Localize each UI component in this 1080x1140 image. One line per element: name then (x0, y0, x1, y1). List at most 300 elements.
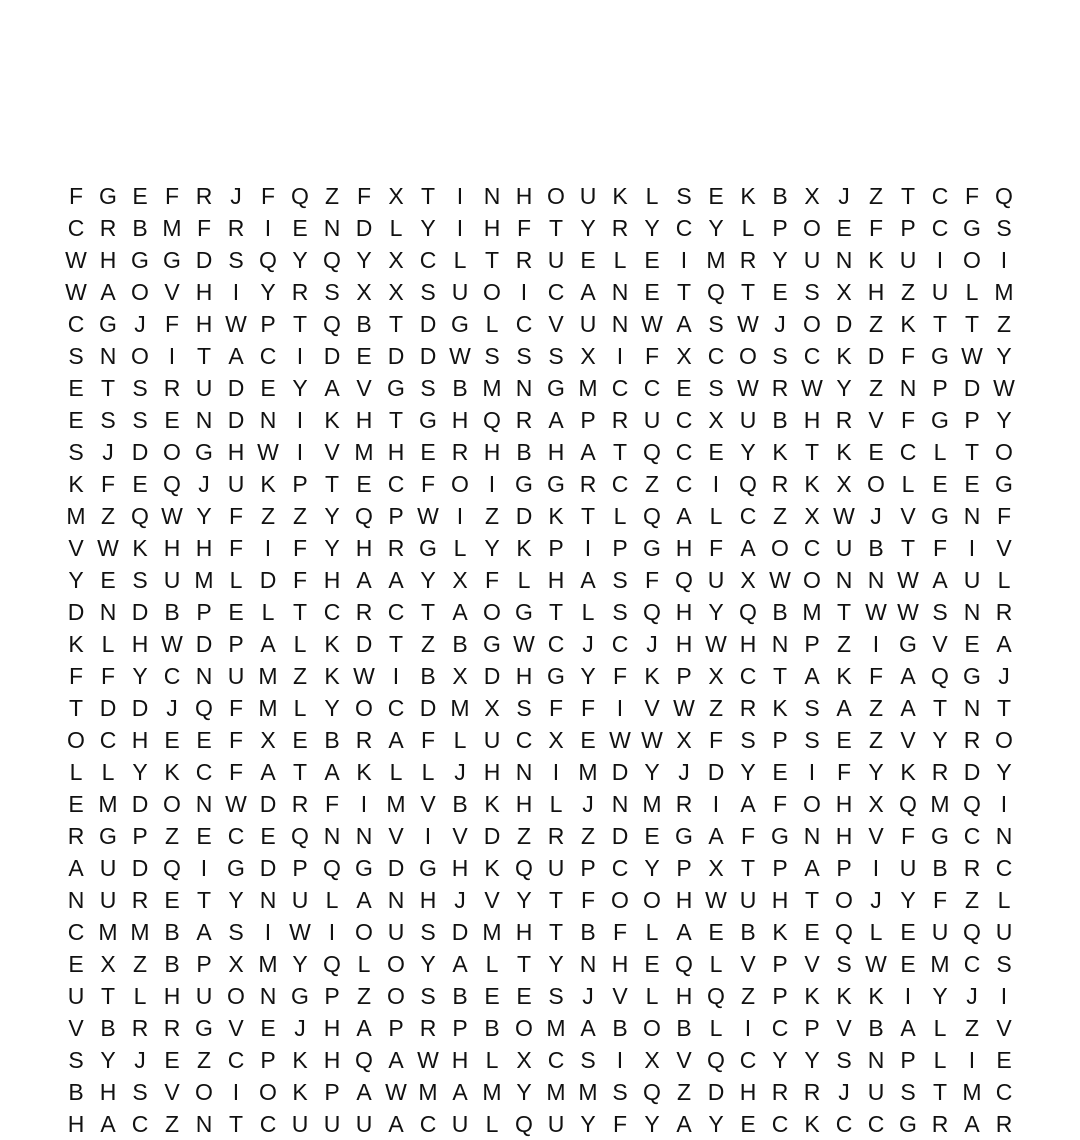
grid-letter[interactable]: R (291, 791, 309, 817)
grid-letter[interactable]: U (899, 247, 917, 273)
grid-letter[interactable]: T (388, 407, 404, 433)
grid-letter[interactable]: V (740, 951, 756, 977)
grid-letter[interactable]: W (225, 311, 247, 337)
grid-letter[interactable]: K (804, 471, 820, 497)
grid-letter[interactable]: R (771, 1079, 789, 1105)
grid-letter[interactable]: V (164, 279, 180, 305)
grid-letter[interactable]: D (259, 791, 277, 817)
grid-letter[interactable]: A (580, 567, 596, 593)
grid-letter[interactable]: F (708, 535, 724, 561)
grid-letter[interactable]: A (580, 1015, 596, 1041)
grid-letter[interactable]: J (582, 791, 594, 817)
grid-letter[interactable]: K (836, 663, 852, 689)
grid-letter[interactable]: V (996, 1015, 1012, 1041)
grid-letter[interactable]: A (676, 311, 692, 337)
grid-letter[interactable]: G (99, 183, 117, 209)
grid-letter[interactable]: P (772, 855, 788, 881)
grid-letter[interactable]: Q (995, 183, 1013, 209)
grid-letter[interactable]: J (134, 311, 146, 337)
grid-letter[interactable]: Q (355, 503, 373, 529)
grid-letter[interactable]: K (132, 535, 148, 561)
grid-letter[interactable]: K (292, 1047, 308, 1073)
grid-letter[interactable]: S (132, 375, 148, 401)
grid-letter[interactable]: P (676, 663, 692, 689)
grid-letter[interactable]: R (163, 1015, 181, 1041)
grid-letter[interactable]: W (993, 375, 1015, 401)
grid-letter[interactable]: Q (899, 791, 917, 817)
grid-letter[interactable]: E (740, 1111, 756, 1137)
grid-letter[interactable]: P (772, 983, 788, 1009)
grid-letter[interactable]: X (804, 503, 820, 529)
grid-letter[interactable]: O (355, 919, 373, 945)
grid-letter[interactable]: M (578, 759, 598, 785)
grid-letter[interactable]: W (833, 503, 855, 529)
grid-letter[interactable]: W (65, 247, 87, 273)
grid-letter[interactable]: E (228, 599, 244, 625)
grid-letter[interactable]: H (515, 919, 533, 945)
grid-letter[interactable]: O (803, 215, 821, 241)
grid-letter[interactable]: E (420, 439, 436, 465)
grid-letter[interactable]: Z (868, 311, 884, 337)
grid-letter[interactable]: A (996, 631, 1012, 657)
grid-letter[interactable]: A (580, 439, 596, 465)
grid-letter[interactable]: P (900, 215, 916, 241)
grid-letter[interactable]: B (932, 855, 948, 881)
grid-letter[interactable]: E (356, 343, 372, 369)
grid-letter[interactable]: D (131, 791, 149, 817)
grid-letter[interactable]: Z (196, 1047, 212, 1073)
grid-letter[interactable]: G (451, 311, 469, 337)
grid-letter[interactable]: N (323, 823, 341, 849)
grid-letter[interactable]: V (324, 439, 340, 465)
grid-letter[interactable]: J (582, 983, 594, 1009)
grid-letter[interactable]: D (259, 567, 277, 593)
grid-letter[interactable]: N (611, 791, 629, 817)
grid-letter[interactable]: U (323, 1111, 341, 1137)
grid-letter[interactable]: X (388, 183, 404, 209)
grid-letter[interactable]: N (259, 887, 277, 913)
grid-letter[interactable]: L (101, 759, 115, 785)
grid-letter[interactable]: K (164, 759, 180, 785)
grid-letter[interactable]: R (451, 439, 469, 465)
grid-letter[interactable]: V (804, 951, 820, 977)
grid-letter[interactable]: L (709, 951, 723, 977)
grid-letter[interactable]: M (482, 919, 502, 945)
grid-letter[interactable]: U (547, 855, 565, 881)
grid-letter[interactable]: T (484, 247, 500, 273)
grid-letter[interactable]: T (420, 599, 436, 625)
grid-letter[interactable]: Q (291, 823, 309, 849)
grid-letter[interactable]: R (419, 1015, 437, 1041)
grid-letter[interactable]: H (835, 823, 853, 849)
grid-letter[interactable]: N (963, 503, 981, 529)
grid-letter[interactable]: S (132, 1079, 148, 1105)
grid-letter[interactable]: S (132, 407, 148, 433)
grid-letter[interactable]: P (260, 1047, 276, 1073)
grid-letter[interactable]: Z (324, 183, 340, 209)
grid-letter[interactable]: Q (483, 407, 501, 433)
grid-letter[interactable]: O (547, 183, 565, 209)
grid-letter[interactable]: C (739, 1047, 757, 1073)
grid-letter[interactable]: Q (643, 599, 661, 625)
grid-letter[interactable]: H (547, 439, 565, 465)
grid-letter[interactable]: H (675, 599, 693, 625)
grid-letter[interactable]: L (709, 1015, 723, 1041)
grid-letter[interactable]: N (99, 343, 117, 369)
grid-letter[interactable]: I (616, 695, 624, 721)
grid-letter[interactable]: C (323, 599, 341, 625)
grid-letter[interactable]: G (515, 471, 533, 497)
grid-letter[interactable]: S (516, 343, 532, 369)
grid-letter[interactable]: N (323, 215, 341, 241)
grid-letter[interactable]: S (548, 343, 564, 369)
grid-letter[interactable]: V (676, 1047, 692, 1073)
grid-letter[interactable]: P (132, 823, 148, 849)
grid-letter[interactable]: P (292, 855, 308, 881)
grid-letter[interactable]: N (995, 823, 1013, 849)
grid-letter[interactable]: R (995, 1111, 1013, 1137)
grid-letter[interactable]: D (451, 919, 469, 945)
grid-letter[interactable]: Z (484, 503, 500, 529)
grid-letter[interactable]: M (962, 1079, 982, 1105)
grid-letter[interactable]: P (804, 1015, 820, 1041)
grid-letter[interactable]: Q (259, 247, 277, 273)
grid-letter[interactable]: C (995, 1079, 1013, 1105)
grid-letter[interactable]: X (676, 727, 692, 753)
grid-letter[interactable]: F (932, 535, 948, 561)
grid-letter[interactable]: Y (324, 695, 340, 721)
grid-letter[interactable]: X (356, 279, 372, 305)
grid-letter[interactable]: I (232, 1079, 240, 1105)
grid-letter[interactable]: A (676, 1111, 692, 1137)
grid-letter[interactable]: H (515, 791, 533, 817)
grid-letter[interactable]: R (387, 535, 405, 561)
grid-letter[interactable]: E (164, 887, 180, 913)
grid-letter[interactable]: C (611, 855, 629, 881)
grid-letter[interactable]: N (803, 823, 821, 849)
grid-letter[interactable]: T (548, 215, 564, 241)
grid-letter[interactable]: H (867, 279, 885, 305)
grid-letter[interactable]: V (228, 1015, 244, 1041)
grid-letter[interactable]: T (516, 951, 532, 977)
grid-letter[interactable]: S (900, 1079, 916, 1105)
grid-letter[interactable]: C (963, 951, 981, 977)
grid-letter[interactable]: F (900, 823, 916, 849)
grid-letter[interactable]: I (328, 919, 336, 945)
grid-letter[interactable]: L (453, 247, 467, 273)
grid-letter[interactable]: K (868, 247, 884, 273)
grid-letter[interactable]: O (995, 439, 1013, 465)
grid-letter[interactable]: O (451, 471, 469, 497)
grid-letter[interactable]: S (548, 983, 564, 1009)
grid-letter[interactable]: V (452, 823, 468, 849)
grid-letter[interactable]: Y (420, 567, 436, 593)
grid-letter[interactable]: T (548, 599, 564, 625)
grid-letter[interactable]: Y (996, 407, 1012, 433)
grid-letter[interactable]: I (808, 759, 816, 785)
grid-letter[interactable]: F (644, 343, 660, 369)
grid-letter[interactable]: G (291, 983, 309, 1009)
grid-letter[interactable]: O (643, 887, 661, 913)
grid-letter[interactable]: G (355, 855, 373, 881)
grid-letter[interactable]: W (705, 887, 727, 913)
grid-letter[interactable]: S (804, 727, 820, 753)
grid-letter[interactable]: E (676, 375, 692, 401)
grid-letter[interactable]: L (485, 1111, 499, 1137)
grid-letter[interactable]: H (547, 567, 565, 593)
grid-letter[interactable]: H (483, 759, 501, 785)
grid-letter[interactable]: B (772, 183, 788, 209)
grid-letter[interactable]: Y (516, 887, 532, 913)
grid-letter[interactable]: E (68, 407, 84, 433)
grid-letter[interactable]: K (772, 919, 788, 945)
grid-letter[interactable]: P (196, 951, 212, 977)
grid-letter[interactable]: U (739, 407, 757, 433)
grid-letter[interactable]: H (419, 887, 437, 913)
grid-letter[interactable]: F (228, 759, 244, 785)
grid-letter[interactable]: R (995, 599, 1013, 625)
grid-letter[interactable]: U (867, 1079, 885, 1105)
grid-letter[interactable]: U (931, 919, 949, 945)
grid-letter[interactable]: R (131, 1015, 149, 1041)
grid-letter[interactable]: M (450, 695, 470, 721)
grid-letter[interactable]: S (932, 599, 948, 625)
grid-letter[interactable]: H (483, 439, 501, 465)
grid-letter[interactable]: Q (515, 855, 533, 881)
grid-letter[interactable]: F (996, 503, 1012, 529)
grid-letter[interactable]: P (324, 1079, 340, 1105)
grid-letter[interactable]: C (547, 631, 565, 657)
grid-letter[interactable]: H (355, 535, 373, 561)
grid-letter[interactable]: B (868, 535, 884, 561)
grid-letter[interactable]: T (676, 279, 692, 305)
grid-letter[interactable]: Q (675, 567, 693, 593)
grid-letter[interactable]: I (520, 279, 528, 305)
grid-letter[interactable]: M (66, 503, 86, 529)
grid-letter[interactable]: Z (900, 279, 916, 305)
grid-letter[interactable]: F (740, 823, 756, 849)
grid-letter[interactable]: G (419, 407, 437, 433)
grid-letter[interactable]: L (933, 1047, 947, 1073)
grid-letter[interactable]: J (454, 759, 466, 785)
grid-letter[interactable]: X (676, 343, 692, 369)
grid-letter[interactable]: Q (963, 919, 981, 945)
grid-letter[interactable]: Q (739, 599, 757, 625)
grid-letter[interactable]: V (68, 535, 84, 561)
grid-letter[interactable]: O (259, 1079, 277, 1105)
grid-letter[interactable]: W (673, 695, 695, 721)
grid-letter[interactable]: G (419, 855, 437, 881)
grid-letter[interactable]: S (516, 695, 532, 721)
grid-letter[interactable]: E (996, 1047, 1012, 1073)
grid-letter[interactable]: G (547, 375, 565, 401)
grid-letter[interactable]: P (196, 599, 212, 625)
grid-letter[interactable]: Y (644, 759, 660, 785)
grid-letter[interactable]: M (546, 1079, 566, 1105)
grid-letter[interactable]: O (803, 311, 821, 337)
grid-letter[interactable]: L (997, 567, 1011, 593)
grid-letter[interactable]: H (515, 663, 533, 689)
grid-letter[interactable]: F (420, 471, 436, 497)
grid-letter[interactable]: P (324, 983, 340, 1009)
grid-letter[interactable]: C (195, 759, 213, 785)
grid-letter[interactable]: F (548, 695, 564, 721)
grid-letter[interactable]: T (548, 919, 564, 945)
grid-letter[interactable]: M (258, 695, 278, 721)
grid-letter[interactable]: Q (739, 471, 757, 497)
grid-letter[interactable]: I (456, 183, 464, 209)
grid-letter[interactable]: F (644, 567, 660, 593)
grid-letter[interactable]: S (740, 727, 756, 753)
grid-letter[interactable]: C (675, 215, 693, 241)
grid-letter[interactable]: E (164, 1047, 180, 1073)
grid-letter[interactable]: L (453, 535, 467, 561)
grid-letter[interactable]: Y (996, 343, 1012, 369)
grid-letter[interactable]: R (835, 407, 853, 433)
grid-letter[interactable]: E (772, 279, 788, 305)
grid-letter[interactable]: E (260, 823, 276, 849)
grid-letter[interactable]: T (964, 311, 980, 337)
grid-letter[interactable]: U (99, 855, 117, 881)
grid-letter[interactable]: T (100, 983, 116, 1009)
grid-letter[interactable]: G (99, 823, 117, 849)
grid-letter[interactable]: J (838, 1079, 850, 1105)
grid-letter[interactable]: Q (515, 1111, 533, 1137)
grid-letter[interactable]: Y (324, 503, 340, 529)
grid-letter[interactable]: N (579, 951, 597, 977)
grid-letter[interactable]: L (933, 1015, 947, 1041)
grid-letter[interactable]: S (580, 1047, 596, 1073)
grid-letter[interactable]: I (264, 215, 272, 241)
grid-letter[interactable]: I (1000, 983, 1008, 1009)
grid-letter[interactable]: A (260, 631, 276, 657)
grid-letter[interactable]: K (804, 983, 820, 1009)
grid-letter[interactable]: R (547, 823, 565, 849)
grid-letter[interactable]: D (355, 631, 373, 657)
grid-letter[interactable]: Y (644, 855, 660, 881)
grid-letter[interactable]: J (870, 503, 882, 529)
grid-letter[interactable]: C (547, 279, 565, 305)
grid-letter[interactable]: W (961, 343, 983, 369)
grid-letter[interactable]: S (68, 1047, 84, 1073)
grid-letter[interactable]: A (548, 407, 564, 433)
grid-letter[interactable]: Y (708, 215, 724, 241)
grid-letter[interactable]: X (644, 1047, 660, 1073)
grid-letter[interactable]: F (868, 215, 884, 241)
grid-letter[interactable]: K (324, 631, 340, 657)
grid-letter[interactable]: X (580, 343, 596, 369)
grid-letter[interactable]: E (964, 471, 980, 497)
grid-letter[interactable]: Q (675, 951, 693, 977)
grid-letter[interactable]: P (932, 375, 948, 401)
grid-letter[interactable]: N (195, 791, 213, 817)
grid-letter[interactable]: N (963, 695, 981, 721)
grid-letter[interactable]: X (804, 183, 820, 209)
grid-letter[interactable]: Z (132, 951, 148, 977)
grid-letter[interactable]: H (323, 1015, 341, 1041)
grid-letter[interactable]: B (580, 919, 596, 945)
grid-letter[interactable]: L (133, 983, 147, 1009)
grid-letter[interactable]: H (131, 631, 149, 657)
grid-letter[interactable]: H (675, 535, 693, 561)
grid-letter[interactable]: H (195, 279, 213, 305)
grid-letter[interactable]: Y (740, 759, 756, 785)
grid-letter[interactable]: W (65, 279, 87, 305)
grid-letter[interactable]: B (516, 439, 532, 465)
grid-letter[interactable]: Y (932, 983, 948, 1009)
grid-letter[interactable]: J (294, 1015, 306, 1041)
grid-letter[interactable]: J (454, 887, 466, 913)
grid-letter[interactable]: V (164, 1079, 180, 1105)
grid-letter[interactable]: Y (804, 1047, 820, 1073)
grid-letter[interactable]: T (772, 663, 788, 689)
grid-letter[interactable]: M (130, 919, 150, 945)
grid-letter[interactable]: X (708, 855, 724, 881)
grid-letter[interactable]: H (611, 951, 629, 977)
grid-letter[interactable]: L (645, 983, 659, 1009)
grid-letter[interactable]: G (547, 471, 565, 497)
grid-letter[interactable]: K (644, 663, 660, 689)
grid-letter[interactable]: E (292, 727, 308, 753)
grid-letter[interactable]: X (740, 567, 756, 593)
grid-letter[interactable]: D (227, 375, 245, 401)
grid-letter[interactable]: G (547, 663, 565, 689)
grid-letter[interactable]: L (549, 791, 563, 817)
grid-letter[interactable]: L (389, 759, 403, 785)
grid-letter[interactable]: A (388, 567, 404, 593)
grid-letter[interactable]: P (804, 631, 820, 657)
grid-letter[interactable]: L (645, 919, 659, 945)
grid-letter[interactable]: Q (643, 503, 661, 529)
grid-letter[interactable]: D (963, 759, 981, 785)
grid-letter[interactable]: T (388, 311, 404, 337)
grid-letter[interactable]: M (258, 951, 278, 977)
grid-letter[interactable]: R (675, 791, 693, 817)
grid-letter[interactable]: I (904, 983, 912, 1009)
grid-letter[interactable]: L (869, 919, 883, 945)
grid-letter[interactable]: T (388, 631, 404, 657)
grid-letter[interactable]: Y (132, 759, 148, 785)
grid-letter[interactable]: J (998, 663, 1010, 689)
grid-letter[interactable]: D (323, 343, 341, 369)
grid-letter[interactable]: W (769, 567, 791, 593)
grid-letter[interactable]: E (900, 919, 916, 945)
grid-letter[interactable]: H (451, 855, 469, 881)
grid-letter[interactable]: M (930, 951, 950, 977)
grid-letter[interactable]: B (484, 1015, 500, 1041)
grid-letter[interactable]: T (292, 311, 308, 337)
grid-letter[interactable]: O (483, 599, 501, 625)
grid-letter[interactable]: E (196, 823, 212, 849)
grid-letter[interactable]: E (644, 279, 660, 305)
grid-letter[interactable]: J (966, 983, 978, 1009)
grid-letter[interactable]: G (899, 1111, 917, 1137)
grid-letter[interactable]: C (675, 439, 693, 465)
grid-letter[interactable]: G (195, 1015, 213, 1041)
grid-letter[interactable]: K (836, 343, 852, 369)
grid-letter[interactable]: I (456, 215, 464, 241)
grid-letter[interactable]: B (100, 1015, 116, 1041)
grid-letter[interactable]: I (968, 535, 976, 561)
grid-letter[interactable]: Y (420, 951, 436, 977)
grid-letter[interactable]: L (741, 215, 755, 241)
grid-letter[interactable]: B (772, 407, 788, 433)
grid-letter[interactable]: Y (900, 887, 916, 913)
grid-letter[interactable]: O (515, 1015, 533, 1041)
grid-letter[interactable]: D (131, 695, 149, 721)
grid-letter[interactable]: V (484, 887, 500, 913)
grid-letter[interactable]: F (932, 887, 948, 913)
